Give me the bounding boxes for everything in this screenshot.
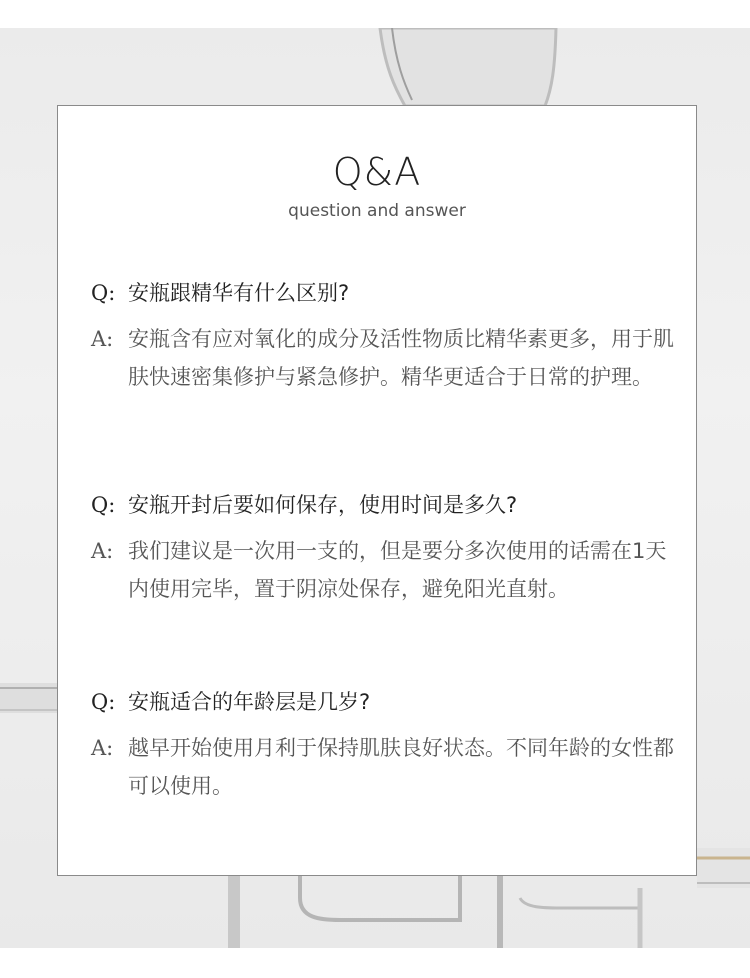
question-marker: Q: [91, 493, 116, 517]
answer-row [91, 320, 681, 396]
question-text: 安瓶适合的年龄层是几岁? [128, 690, 371, 714]
qa-card [57, 105, 697, 876]
question-row [91, 490, 681, 520]
answer-marker: A: [91, 327, 114, 351]
qa-item [91, 278, 681, 396]
question-marker: Q: [91, 281, 116, 305]
answer-marker: A: [91, 539, 114, 563]
answer-text: 我们建议是一次用一支的，但是要分多次使用的话需在1天内使用完毕，置于阴凉处保存，避免阳光直射。 [128, 539, 667, 601]
answer-text: 越早开始使用月利于保持肌肤良好状态。不同年龄的女性都可以使用。 [128, 736, 674, 798]
answer-row [91, 729, 681, 805]
question-marker: Q: [91, 690, 116, 714]
answer-marker: A: [91, 736, 114, 760]
page-subtitle: question and answer [288, 201, 466, 221]
answer-text: 安瓶含有应对氧化的成分及活性物质比精华素更多，用于肌肤快速密集修护与紧急修护。精华更适合于日常的护理。 [128, 327, 674, 389]
question-text: 安瓶跟精华有什么区别? [128, 281, 350, 305]
qa-item [91, 490, 681, 608]
question-row [91, 278, 681, 308]
qa-item [91, 687, 681, 805]
answer-row [91, 532, 681, 608]
page-title: Q&A [332, 150, 422, 194]
question-text: 安瓶开封后要如何保存，使用时间是多久? [128, 493, 518, 517]
question-row [91, 687, 681, 717]
